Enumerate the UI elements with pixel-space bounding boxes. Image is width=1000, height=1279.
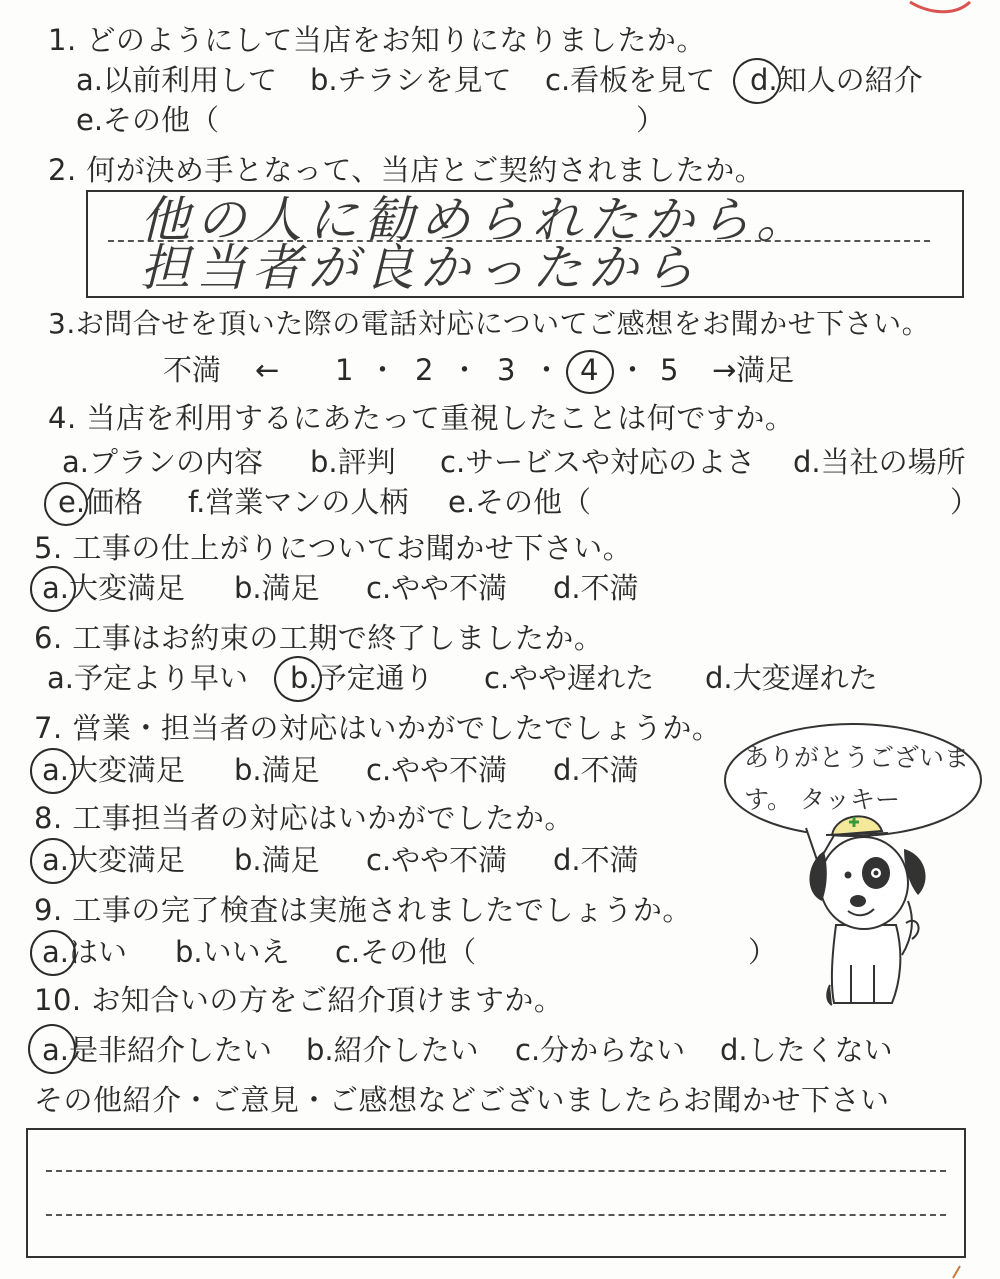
q4-option-c[interactable]: c.サービスや対応のよさ [440,445,756,479]
q3-scale-sep-4: ・ [618,353,648,387]
q10-option-a[interactable]: a.是非紹介したい [42,1033,272,1067]
q4-question: 4. 当店を利用するにあたって重視したことは何ですか。 [48,401,795,435]
q3-scale-sep-1: ・ [368,353,398,387]
q7-option-c[interactable]: c.やや不満 [366,753,508,787]
q8-option-a[interactable]: a.大変満足 [42,843,185,877]
q8-question: 8. 工事担当者の対応はいかがでしたか。 [34,801,574,835]
q9-option-c[interactable]: c.その他（ [335,935,477,969]
speech-text-line-1: ありがとうございま [744,743,970,772]
q10-question: 10. お知合いの方をご紹介頂けますか。 [34,983,564,1017]
q1-option-c[interactable]: c.看板を見て [545,63,716,97]
q1-option-a[interactable]: a.以前利用して [76,63,277,97]
q3-left-label: 不満 [163,353,222,387]
q2-answer-line-2: 担当者が良かったから [140,239,700,297]
comments-dash-1 [46,1170,946,1172]
q5-question: 5. 工事の仕上がりについてお聞かせ下さい。 [34,531,633,565]
q4-option-other[interactable]: e.その他（ [448,485,592,519]
q8-option-c[interactable]: c.やや不満 [366,843,508,877]
q4-option-b[interactable]: b.評判 [310,445,396,479]
q5-option-c[interactable]: c.やや不満 [366,571,508,605]
q10-option-c[interactable]: c.分からない [515,1033,686,1067]
comments-box[interactable] [26,1128,966,1258]
q10-option-d[interactable]: d.したくない [720,1033,893,1067]
q7-option-d[interactable]: d.不満 [553,753,639,787]
q5-option-a[interactable]: a.大変満足 [42,571,185,605]
q7-question: 7. 営業・担当者の対応はいかがでしたでしょうか。 [34,711,722,745]
q3-scale-sep-2: ・ [450,353,480,387]
q4-option-e-price[interactable]: e.価格 [58,485,144,519]
q3-question: 3.お問合せを頂いた際の電話対応についてご感想をお聞かせ下さい。 [48,307,931,340]
q3-scale-5[interactable]: 5 [660,353,679,387]
q2-question: 2. 何が決め手となって、当店とご契約されましたか。 [48,153,765,187]
q3-scale-2[interactable]: 2 [415,353,434,387]
comments-prompt: その他紹介・ご意見・ご感想などございましたらお聞かせ下さい [34,1083,890,1117]
q4-option-other-close: ） [950,485,980,519]
q6-option-c[interactable]: c.やや遅れた [484,661,655,695]
mascot-dog-illustration [796,805,946,1010]
red-pen-mark [900,0,980,20]
q1-option-e-close: ） [636,103,666,137]
q3-scale-1[interactable]: 1 [335,353,354,387]
q7-option-b[interactable]: b.満足 [234,753,320,787]
comments-dash-2 [46,1214,946,1216]
q5-option-b[interactable]: b.満足 [234,571,320,605]
q6-option-b[interactable]: b.予定通り [290,661,434,695]
q7-option-a[interactable]: a.大変満足 [42,753,185,787]
q3-scale-3[interactable]: 3 [497,353,516,387]
q3-scale-sep-3: ・ [532,353,562,387]
q1-option-d[interactable]: d.知人の紹介 [750,63,923,97]
pen-tick-mark [950,1262,970,1279]
q9-option-a[interactable]: a.はい [42,935,127,969]
q4-option-d[interactable]: d.当社の場所 [793,445,966,479]
q6-option-a[interactable]: a.予定より早い [47,661,248,695]
q9-option-c-close: ） [748,935,778,969]
q8-option-d[interactable]: d.不満 [553,843,639,877]
q3-right-label: →満足 [712,353,795,387]
q10-option-b[interactable]: b.紹介したい [306,1033,479,1067]
q3-left-arrow: ← [255,353,280,387]
q2-answer-line-1: 他の人に勧められたから。 [140,191,812,249]
q1-option-b[interactable]: b.チラシを見て [310,63,512,97]
q6-option-d[interactable]: d.大変遅れた [705,661,878,695]
q3-scale-4[interactable]: 4 [580,353,599,387]
q4-option-f[interactable]: f.営業マンの人柄 [188,485,409,519]
q6-question: 6. 工事はお約束の工期で終了しましたか。 [34,621,604,655]
q1-option-e[interactable]: e.その他（ [76,103,220,137]
q8-option-b[interactable]: b.満足 [234,843,320,877]
speech-text-line-2: す。 タッキー [744,785,900,814]
q9-question: 9. 工事の完了検査は実施されましたでしょうか。 [34,893,692,927]
q4-option-a[interactable]: a.プランの内容 [62,445,263,479]
q5-option-d[interactable]: d.不満 [553,571,639,605]
q9-option-b[interactable]: b.いいえ [175,935,290,969]
q1-question: 1. どのようにして当店をお知りになりましたか。 [48,23,706,57]
